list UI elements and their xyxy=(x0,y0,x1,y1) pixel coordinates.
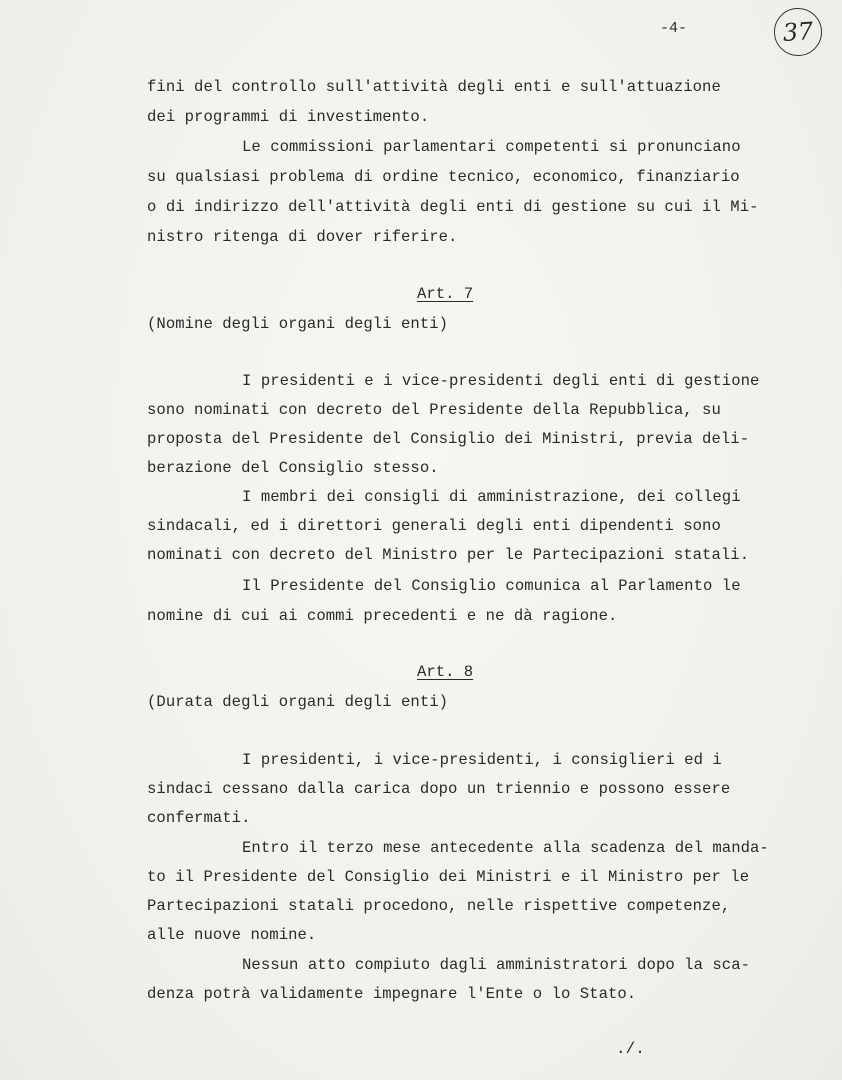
continuation-mark: ./. xyxy=(616,1040,645,1058)
text-line: fini del controllo sull'attività degli enti e sull'attuazione xyxy=(147,78,721,96)
text-line: alle nuove nomine. xyxy=(147,926,317,944)
text-line: Entro il terzo mese antecedente alla scadenza del manda- xyxy=(242,839,769,857)
text-line: o di indirizzo dell'attività degli enti di gestione su cui il Mi- xyxy=(147,198,759,216)
text-line: proposta del Presidente del Consiglio dei Ministri, previa deli- xyxy=(147,430,750,448)
text-line: Il Presidente del Consiglio comunica al Parlamento le xyxy=(242,577,741,595)
text-line: I presidenti e i vice-presidenti degli enti di gestione xyxy=(242,372,760,390)
text-line: Nessun atto compiuto dagli amministratori dopo la sca- xyxy=(242,956,751,974)
text-line: dei programmi di investimento. xyxy=(147,108,430,126)
text-line: nominati con decreto del Ministro per le Partecipazioni statali. xyxy=(147,546,750,564)
text-line: I presidenti, i vice-presidenti, i consiglieri ed i xyxy=(242,751,722,769)
text-line: nistro ritenga di dover riferire. xyxy=(147,228,458,246)
text-line: denza potrà validamente impegnare l'Ente o lo Stato. xyxy=(147,985,637,1003)
article-8-subtitle: (Durata degli organi degli enti) xyxy=(147,693,449,711)
article-7-subtitle: (Nomine degli organi degli enti) xyxy=(147,315,449,333)
text-line: sindaci cessano dalla carica dopo un triennio e possono essere xyxy=(147,780,731,798)
article-8-heading: Art. 8 xyxy=(417,663,474,681)
article-7-heading: Art. 7 xyxy=(417,285,474,303)
text-line: sindacali, ed i direttori generali degli enti dipendenti sono xyxy=(147,517,721,535)
text-line: Partecipazioni statali procedono, nelle rispettive competenze, xyxy=(147,897,731,915)
page-number: -4- xyxy=(660,20,688,37)
text-line: I membri dei consigli di amministrazione, dei collegi xyxy=(242,488,741,506)
text-line: Le commissioni parlamentari competenti si pronunciano xyxy=(242,138,741,156)
text-line: berazione del Consiglio stesso. xyxy=(147,459,439,477)
text-line: su qualsiasi problema di ordine tecnico, economico, finanziario xyxy=(147,168,740,186)
page-stamp: 37 xyxy=(772,6,823,57)
text-line: sono nominati con decreto del Presidente della Repubblica, su xyxy=(147,401,721,419)
text-line: confermati. xyxy=(147,809,251,827)
text-line: nomine di cui ai commi precedenti e ne dà ragione. xyxy=(147,607,618,625)
text-line: to il Presidente del Consiglio dei Ministri e il Ministro per le xyxy=(147,868,750,886)
